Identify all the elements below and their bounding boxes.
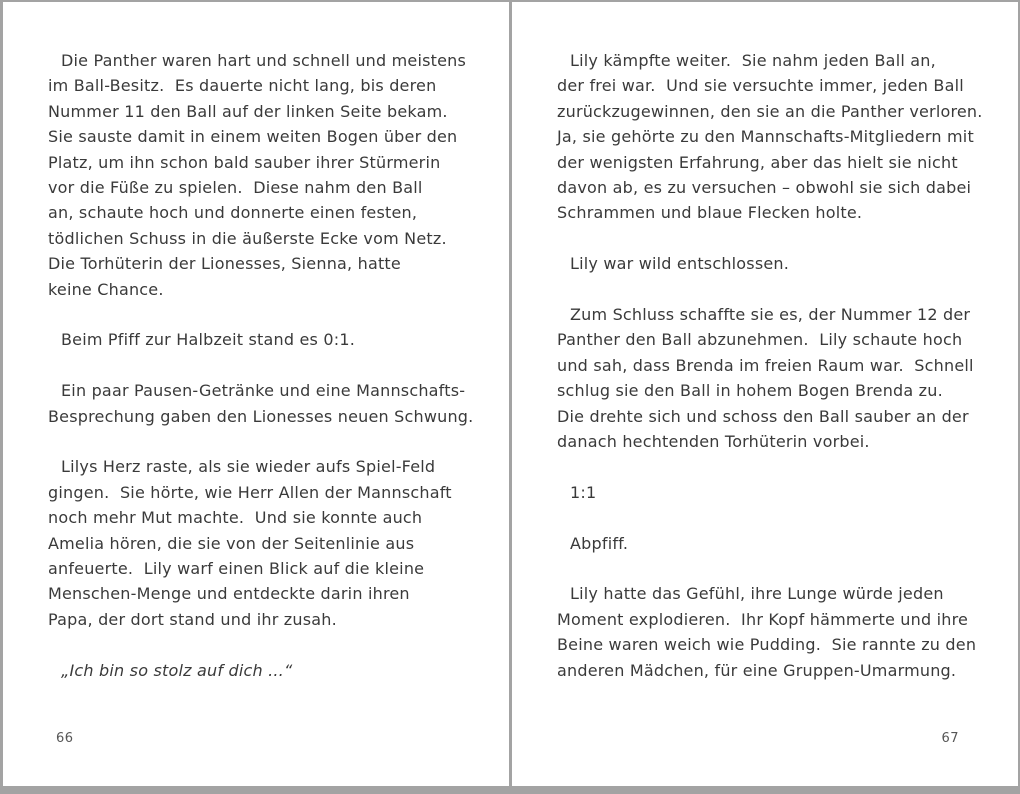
text-line: Zum Schluss schaffte sie es, der Nummer 12 der xyxy=(570,305,971,325)
text-line: Lily hatte das Gefühl, ihre Lunge würde jeden xyxy=(570,584,944,604)
text-line: danach hechtenden Torhüterin vorbei. xyxy=(557,432,870,452)
text-line: noch mehr Mut machte. Und sie konnte auch xyxy=(48,508,423,528)
text-line: Besprechung gaben den Lionesses neuen Schwung. xyxy=(48,406,474,426)
paragraph xyxy=(557,581,984,683)
text-line: tödlichen Schuss in die äußerste Ecke vom Netz. xyxy=(48,228,447,248)
paragraph xyxy=(48,658,475,683)
text-line: schlug sie den Ball in hohem Bogen Brenda zu. xyxy=(557,381,943,401)
text-line: zurückzugewinnen, den sie an die Panther verloren. xyxy=(557,101,983,121)
paragraph xyxy=(48,48,475,302)
text-line: und sah, dass Brenda im freien Raum war. Schnell xyxy=(557,355,974,375)
text-line: Lilys Herz raste, als sie wieder aufs Spiel-Feld xyxy=(61,457,436,477)
text-line: Beine waren weich wie Pudding. Sie rannte zu den xyxy=(557,635,977,655)
text-line: an, schaute hoch und donnerte einen festen, xyxy=(48,203,418,223)
text-line: Amelia hören, die sie von der Seitenlinie aus xyxy=(48,533,415,553)
text-line: der wenigsten Erfahrung, aber das hielt sie nicht xyxy=(557,152,958,172)
paragraph xyxy=(48,454,475,632)
text-line: Die drehte sich und schoss den Ball sauber an der xyxy=(557,406,969,426)
paragraph xyxy=(48,378,475,429)
text-line: Nummer 11 den Ball auf der linken Seite bekam. xyxy=(48,101,448,121)
text-line: Ein paar Pausen-Getränke und eine Mannschafts- xyxy=(61,381,466,401)
text-line: Schrammen und blaue Flecken holte. xyxy=(557,203,863,223)
text-line: Ja, sie gehörte zu den Mannschafts-Mitgliedern mit xyxy=(557,127,974,147)
page-right xyxy=(512,2,1018,786)
text-line: davon ab, es zu versuchen – obwohl sie sich dabei xyxy=(557,178,972,198)
text-line: Die Panther waren hart und schnell und meistens xyxy=(61,51,467,70)
page-left-text xyxy=(48,48,475,683)
text-line: Papa, der dort stand und ihr zusah. xyxy=(48,609,337,629)
text-line: anfeuerte. Lily warf einen Blick auf die kleine xyxy=(48,559,425,579)
paragraph xyxy=(557,251,984,276)
text-line: vor die Füße zu spielen. Diese nahm den Ball xyxy=(48,178,423,198)
paragraph xyxy=(557,48,984,226)
paragraph xyxy=(557,480,984,505)
text-line: Lily war wild entschlossen. xyxy=(570,254,790,274)
text-line: Platz, um ihn schon bald sauber ihrer Stürmerin xyxy=(48,152,441,172)
paragraph xyxy=(557,302,984,454)
text-line: im Ball-Besitz. Es dauerte nicht lang, bis deren xyxy=(48,76,437,96)
text-line: „Ich bin so stolz auf dich ...“ xyxy=(61,660,293,680)
text-line: Menschen-Menge und entdeckte darin ihren xyxy=(48,584,410,604)
page-number-left: 66 xyxy=(56,731,74,746)
text-line: Beim Pfiff zur Halbzeit stand es 0:1. xyxy=(61,330,356,350)
text-line: der frei war. Und sie versuchte immer, jeden Ball xyxy=(557,76,964,96)
text-line: Die Torhüterin der Lionesses, Sienna, hatte xyxy=(48,254,401,274)
text-line: keine Chance. xyxy=(48,279,164,299)
text-line: Sie sauste damit in einem weiten Bogen über den xyxy=(48,127,458,147)
page-number-right: 67 xyxy=(941,731,959,746)
text-line: Panther den Ball abzunehmen. Lily schaute hoch xyxy=(557,330,963,350)
text-line: Moment explodieren. Ihr Kopf hämmerte und ihre xyxy=(557,609,969,629)
text-line: Abpfiff. xyxy=(570,533,629,553)
text-line: 1:1 xyxy=(570,482,597,502)
text-line: Lily kämpfte weiter. Sie nahm jeden Ball an, xyxy=(570,51,936,70)
text-line: anderen Mädchen, für eine Gruppen-Umarmung. xyxy=(557,660,957,680)
page-right-text xyxy=(557,48,984,683)
paragraph xyxy=(557,531,984,556)
text-line: gingen. Sie hörte, wie Herr Allen der Mannschaft xyxy=(48,482,452,502)
paragraph xyxy=(48,327,475,352)
page-left xyxy=(3,2,509,786)
